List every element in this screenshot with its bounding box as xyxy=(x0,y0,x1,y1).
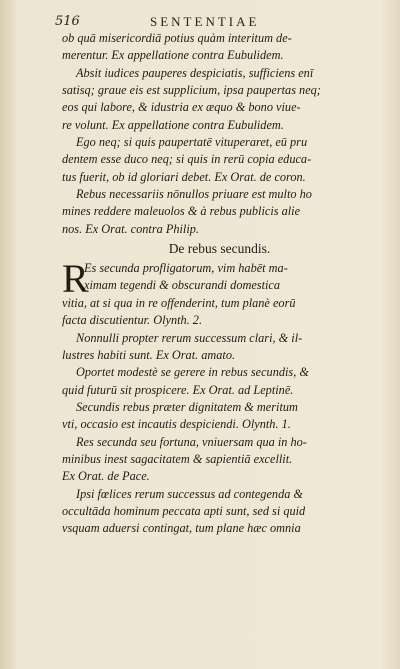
text-line: vitia, at si qua in re offenderint, tum planè eorū xyxy=(62,295,296,310)
body-text xyxy=(62,30,377,538)
text-line: facta discutientur. Olynth. 2. xyxy=(62,313,203,328)
text-line: mines reddere maleuolos & à rebus publicis alie xyxy=(62,204,301,219)
dropcap-letter: R xyxy=(62,256,89,302)
text-line: Ego neq; si quis paupertatē vituperaret, eū pru xyxy=(76,135,308,150)
text-line: dentem esse duco neq; si quis in rerū copia educa- xyxy=(62,152,312,167)
section-heading: De rebus secundis. xyxy=(168,241,271,257)
text-line: re volunt. Ex appellatione contra Eubulidem. xyxy=(62,117,284,132)
text-line: lustres habiti sunt. Ex Orat. amato. xyxy=(62,347,236,362)
text-line: ximam tegendi & obscurandi domestica xyxy=(84,278,281,293)
text-line: quid futurū sit prospicere. Ex Orat. ad Leptinē. xyxy=(62,382,294,397)
text-line: Ipsi fœlices rerum successus ad contegenda & xyxy=(76,486,303,501)
text-line: Es secunda profligatorum, vim habēt ma- xyxy=(84,261,288,276)
text-line: Res secunda seu fortuna, vniuersam qua in ho- xyxy=(76,434,307,449)
text-line: Secundis rebus præter dignitatem & meritum xyxy=(76,399,298,414)
text-line: occultāda hominum peccata apti sunt, sed si quid xyxy=(62,503,306,518)
text-line: nos. Ex Orat. contra Philip. xyxy=(62,221,199,236)
text-line: ob quā misericordiā potius quàm interitum de- xyxy=(62,31,292,45)
text-before-heading xyxy=(62,30,377,238)
text-line: merentur. Ex appellatione contra Eubulidem. xyxy=(62,48,284,63)
text-line: Nonnulli propter rerum successum clari, & il- xyxy=(76,330,303,345)
text-line: tus fuerit, ob id gloriari debet. Ex Orat. de coron. xyxy=(62,169,306,184)
text-line: Oportet modestè se gerere in rebus secundis, & xyxy=(76,365,309,380)
text-line: vsquam aduersi contingat, tum plane hæc omnia xyxy=(62,521,301,536)
dropcap-paragraph xyxy=(62,256,377,302)
text-line: minibus inest sagacitatem & sapientiā excellit. xyxy=(62,451,293,466)
text-line: Rebus necessariis nōnullos priuare est multo ho xyxy=(76,187,312,202)
running-head: SENTENTIAE xyxy=(150,14,260,29)
text-after-heading xyxy=(62,295,377,538)
text-line: Ex Orat. de Pace. xyxy=(62,469,150,484)
text-line: eos qui labore, & idustria ex æquo & bono viue- xyxy=(62,100,301,115)
text-line: Absit iudices pauperes despiciatis, sufficiens enī xyxy=(76,65,314,80)
page-number: 516 xyxy=(55,14,80,29)
text-line: satisq; graue eis est supplicium, ipsa paupertas neq; xyxy=(62,83,321,98)
text-line: vti, occasio est incautis despiciendi. Olynth. 1. xyxy=(62,417,291,432)
